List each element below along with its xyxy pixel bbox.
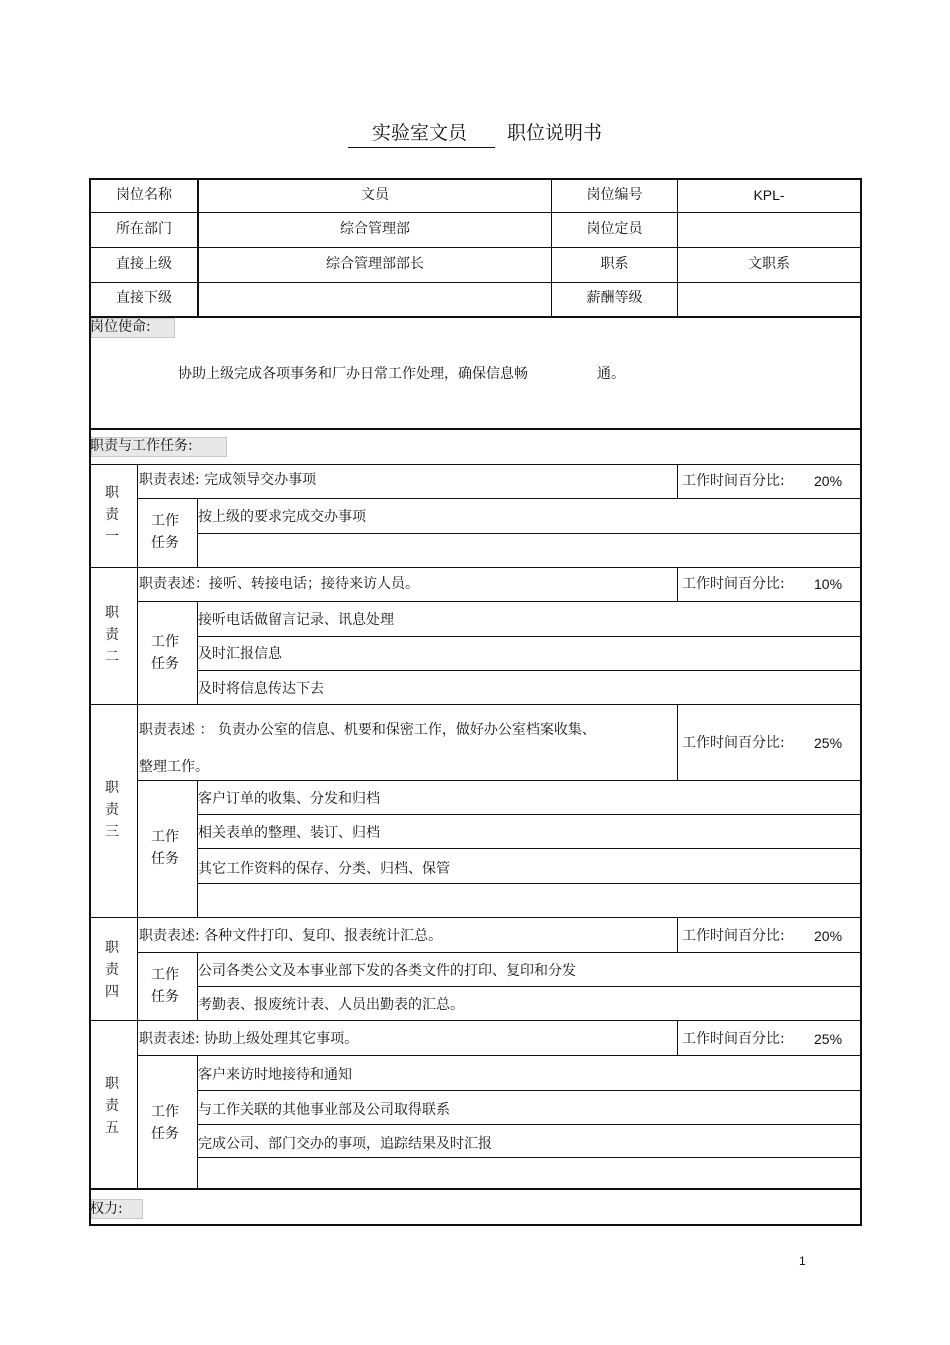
duty-2-task-3: 及时将信息传达下去 [198,681,324,697]
duty-2-task-2: 及时汇报信息 [198,646,282,662]
duty-5-task-label: 工作任务 [151,1104,179,1142]
duty-5-time-label: 工作时间百分比: [682,1031,785,1047]
duty-4-time-label: 工作时间百分比: [682,928,785,944]
title-position-name: 实验室文员 [348,118,495,148]
duty-4-name: 职责四 [105,940,119,1000]
mission-label: 岗位使命: [90,319,151,335]
duty-5-task-3: 完成公司、部门交办的事项，追踪结果及时汇报 [198,1136,492,1152]
duty-4-desc: 职责表述: 各种文件打印、复印、报表统计汇总。 [139,928,443,944]
duty-1-desc: 职责表述: 完成领导交办事项 [139,472,317,488]
duty-3-task-1: 客户订单的收集、分发和归档 [198,791,380,807]
duty-3-task-label: 工作任务 [151,829,179,867]
duty-4-time-pct: 20% [814,928,843,944]
label-direct-superior: 直接上级 [116,256,172,272]
duty-2-desc: 职责表述：接听、转接电话；接待来访人员。 [139,576,419,592]
duties-label: 职责与工作任务: [90,438,193,454]
duty-1-name: 职责一 [105,485,119,545]
duty-3-desc-line-1: 职责表述 ： 负责办公室的信息、机要和保密工作，做好办公室档案收集、 [139,722,596,738]
label-direct-subordinate: 直接下级 [116,290,172,306]
label-headcount: 岗位定员 [586,221,643,237]
duty-3-task-2: 相关表单的整理、装订、归档 [198,825,380,841]
label-position-name: 岗位名称 [116,187,172,203]
duty-1-time-pct: 20% [814,473,843,489]
duty-1-task-label: 工作任务 [151,513,179,551]
label-salary-grade: 薪酬等级 [586,290,643,306]
document-title [0,118,950,148]
duty-2-time-pct: 10% [814,576,843,592]
duty-4-task-2: 考勤表、报废统计表、人员出勤表的汇总。 [198,997,464,1013]
duty-5-time-pct: 25% [814,1031,843,1047]
duty-2-task-label: 工作任务 [151,634,179,672]
duty-3-name: 职责三 [105,780,119,840]
power-label: 权力: [90,1201,123,1217]
label-position-code: 岗位编号 [586,187,643,203]
title-doc-type: 职位说明书 [507,122,603,144]
duty-5-desc: 职责表述: 协助上级处理其它事项。 [139,1031,359,1047]
page-number: 1 [799,1254,806,1268]
duty-5-name: 职责五 [105,1076,119,1136]
duty-1-time-label: 工作时间百分比: [682,473,785,489]
label-job-family: 职系 [600,256,629,272]
duty-1-task-1: 按上级的要求完成交办事项 [198,509,366,525]
duty-3-time-pct: 25% [814,735,843,751]
duty-5-task-1: 客户来访时地接待和通知 [198,1067,352,1083]
duty-2-time-label: 工作时间百分比: [682,576,785,592]
duty-4-task-label: 工作任务 [151,967,179,1005]
value-job-family: 文职系 [748,256,790,272]
duty-2-name: 职责二 [105,605,119,665]
duty-2-task-1: 接听电话做留言记录、讯息处理 [198,612,394,628]
value-position-name: 文员 [361,187,389,203]
duty-5-task-2: 与工作关联的其他事业部及公司取得联系 [198,1102,450,1118]
duty-4-task-1: 公司各类公文及本事业部下发的各类文件的打印、复印和分发 [198,963,576,979]
duty-3-desc-line-2: 整理工作。 [139,759,209,775]
mission-text-end: 通。 [597,366,625,382]
value-position-code: KPL- [753,187,785,203]
value-direct-superior: 综合管理部部长 [326,256,424,272]
duty-3-task-3: 其它工作资料的保存、分类、归档、保管 [198,861,450,877]
mission-text: 协助上级完成各项事务和厂办日常工作处理，确保信息畅 [178,366,528,382]
value-department: 综合管理部 [340,221,410,237]
duty-3-time-label: 工作时间百分比: [682,735,785,751]
label-department: 所在部门 [116,221,172,237]
